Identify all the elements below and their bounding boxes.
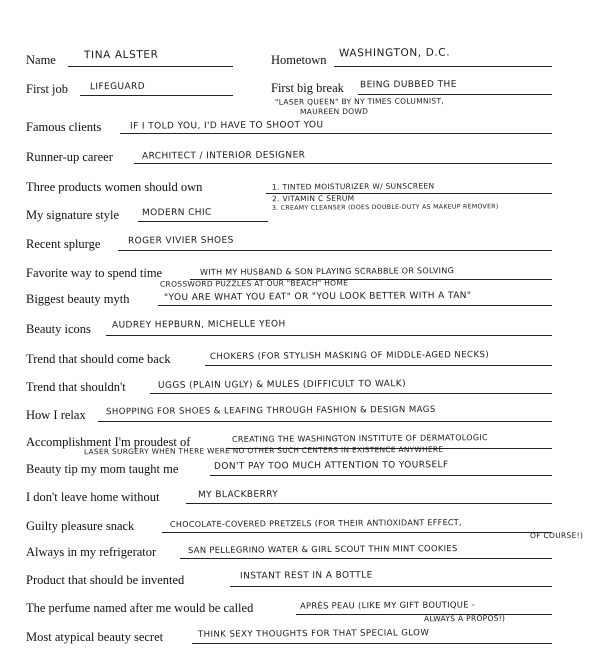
answer-line-beauty-myth [158,305,552,306]
field-label-mom-tip: Beauty tip my mom taught me [26,462,179,476]
field-label-favorite-way: Favorite way to spend time [26,266,163,280]
field-label-perfume: The perfume named after me would be called [26,601,254,615]
field-label-relax: How I relax [26,408,86,422]
field-label-beauty-icons: Beauty icons [26,322,91,336]
answer-guilty-snack: CHOCOLATE-COVERED PRETZELS (FOR THEIR ANTIOXIDANT EFFECT, [169,517,462,530]
field-label-runner-up-career: Runner-up career [26,150,113,164]
answer-invented: INSTANT REST IN A BOTTLE [239,570,373,582]
answer-perfume-line-2: ALWAYS À PROPOS!) [423,613,506,624]
answer-hometown: WASHINGTON, D.C. [338,46,451,60]
answer-line-atypical-secret [192,643,552,644]
answer-line-trend-not [150,393,552,394]
field-label-three-products: Three products women should own [26,180,203,194]
field-label-first-big-break: First big break [271,81,344,95]
answer-line-recent-splurge [118,250,552,251]
answer-atypical-secret: THINK SEXY THOUGHTS FOR THAT SPECIAL GLOW [197,628,430,640]
answer-line-famous-clients [120,133,552,134]
answer-first-big-break-line-3: MAUREEN DOWD [299,106,369,117]
answer-famous-clients: IF I TOLD YOU, I'D HAVE TO SHOOT YOU [129,120,324,132]
answer-line-hometown [334,66,552,67]
answer-line-signature-style [138,221,268,222]
answer-guilty-snack-line-2: OF COURSE!) [529,530,584,541]
field-label-atypical-secret: Most atypical beauty secret [26,630,164,644]
answer-trend-back: CHOKERS (FOR STYLISH MASKING OF MIDDLE-AGED NECKS) [209,350,490,362]
answer-name: TINA ALSTER [83,48,159,62]
answer-line-runner-up-career [134,163,552,164]
field-label-refrigerator: Always in my refrigerator [26,545,157,559]
answer-first-big-break: BEING DUBBED THE [359,79,457,91]
answer-line-beauty-icons [106,335,552,336]
answer-line-refrigerator [180,558,552,559]
field-label-recent-splurge: Recent splurge [26,237,101,251]
field-label-trend-not: Trend that shouldn't [26,380,126,394]
answer-first-big-break-line-2: "LASER QUEEN" BY NY TIMES COLUMNIST, [274,96,445,107]
answer-three-products-2: 2. VITAMIN C SERUM [271,193,355,204]
field-label-leave-home: I don't leave home without [26,490,160,504]
answer-line-mom-tip [210,475,552,476]
answer-line-guilty-snack [162,532,552,533]
field-label-beauty-myth: Biggest beauty myth [26,292,130,306]
field-label-accomplishment: Accomplishment I'm proudest of [26,435,191,449]
answer-trend-not: UGGS (PLAIN UGLY) & MULES (DIFFICULT TO WALK) [157,379,407,391]
answer-mom-tip: DON'T PAY TOO MUCH ATTENTION TO YOURSELF [213,460,449,472]
field-label-guilty-snack: Guilty pleasure snack [26,519,135,533]
answer-signature-style: MODERN CHIC [141,207,212,219]
answer-three-products-3: 3. CREAMY CLEANSER (DOES DOUBLE-DUTY AS MAKEUP REMOVER) [271,203,499,212]
answer-favorite-way-line-2: CROSSWORD PUZZLES AT OUR "BEACH" HOME [159,278,349,289]
field-label-famous-clients: Famous clients [26,120,102,134]
answer-accomplishment: CREATING THE WASHINGTON INSTITUTE OF DERMATOLOGIC [231,433,488,444]
answer-perfume: APRÈS PEAU (LIKE MY GIFT BOUTIQUE - [299,599,476,611]
answer-line-relax [98,421,552,422]
field-label-trend-back: Trend that should come back [26,352,171,366]
answer-three-products-1: 1. TINTED MOISTURIZER W/ SUNSCREEN [271,181,435,192]
answer-line-invented [230,586,552,587]
field-label-signature-style: My signature style [26,208,120,222]
field-label-first-job: First job [26,82,69,96]
answer-line-first-job [80,95,233,96]
field-label-name: Name [26,53,56,67]
field-label-hometown: Hometown [271,53,327,67]
answer-leave-home: MY BLACKBERRY [197,489,279,501]
answer-runner-up-career: ARCHITECT / INTERIOR DESIGNER [141,150,306,162]
answer-line-name [68,66,233,67]
answer-beauty-icons: AUDREY HEPBURN, MICHELLE YEOH [111,319,286,331]
answer-favorite-way: WITH MY HUSBAND & SON PLAYING SCRABBLE OR SOLVING [199,266,455,277]
answer-refrigerator: SAN PELLEGRINO WATER & GIRL SCOUT THIN MINT COOKIES [187,543,458,555]
answer-line-leave-home [186,503,552,504]
answer-line-trend-back [205,365,552,366]
answer-first-job: LIFEGUARD [89,81,146,93]
answer-relax: SHOPPING FOR SHOES & LEAFING THROUGH FASHION & DESIGN MAGS [105,404,436,418]
answer-beauty-myth: "YOU ARE WHAT YOU EAT" OR "YOU LOOK BETTER WITH A TAN" [163,290,472,304]
field-label-invented: Product that should be invented [26,573,185,587]
answer-recent-splurge: ROGER VIVIER SHOES [127,235,234,247]
answer-accomplishment-line-2: LASER SURGERY WHEN THERE WERE NO OTHER SUCH CENTERS IN EXISTENCE ANYWHERE [83,444,444,457]
